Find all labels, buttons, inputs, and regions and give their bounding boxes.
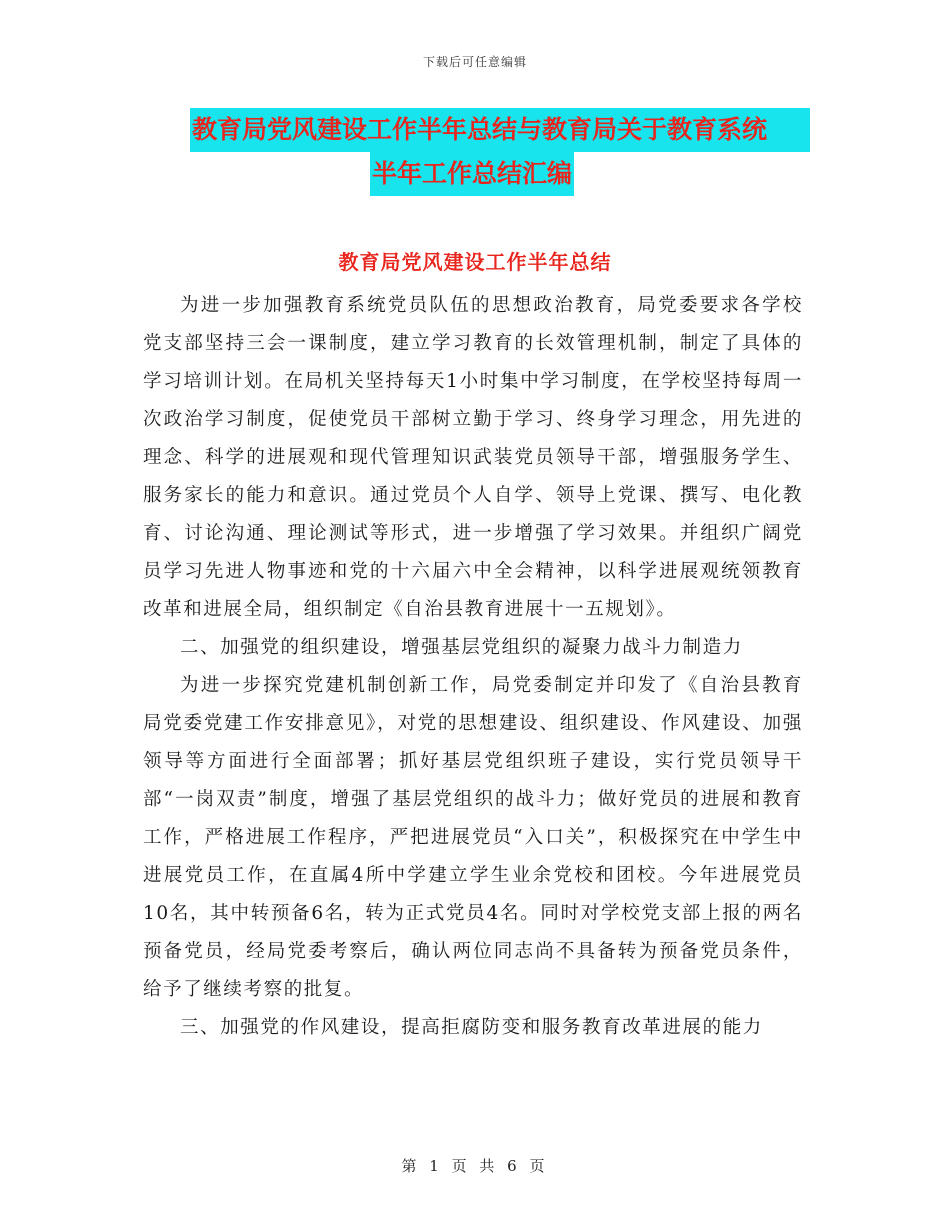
body-paragraph: 为进一步探究党建机制创新工作，局党委制定并印发了《自治县教育局党委党建工作安排意见》，对党的思想建设、组织建设、作风建设、加强领导等方面进行全面部署；抓好基层党组织班子建设，实行党员领导干部“一岗双责”制度，增强了基层党组织的战斗力；做好党员的进展和教育工作，严格进展工作程序，严把进展党员“入口关”，积极探究在中学生中进展党员工作，在直属4所中学建立学生业余党校和团校。今年进展党员10名，其中转预备6名，转为正式党员4名。同时对学校党支部上报的两名预备党员，经局党委考察后，确认两位同志尚不具备转为预备党员条件，给予了继续考察的批复。 [143,675,803,1000]
document-body [143,287,803,1047]
section-title: 教育局党风建设工作半年总结 [338,250,612,274]
document-title-line-1: 教育局党风建设工作半年总结与教育局关于教育系统 [190,108,810,152]
page-header-note: 下载后可任意编辑 [422,55,527,69]
section-heading-paragraph: 三、加强党的作风建设，提高拒腐防变和服务教育改革进展的能力 [180,1017,763,1038]
page-number-footer: 第 1 页 共 6 页 [401,1157,549,1175]
body-paragraph: 为进一步加强教育系统党员队伍的思想政治教育，局党委要求各学校党支部坚持三会一课制度，建立学习教育的长效管理机制，制定了具体的学习培训计划。在局机关坚持每天1小时集中学习制度，在学校坚持每周一次政治学习制度，促使党员干部树立勤于学习、终身学习理念，用先进的理念、科学的进展观和现代管理知识武装党员领导干部，增强服务学生、服务家长的能力和意识。通过党员个人自学、领导上党课、撰写、电化教育、讨论沟通、理论测试等形式，进一步增强了学习效果。并组织广阔党员学习先进人物事迹和党的十六届六中全会精神，以科学进展观统领教育改革和进展全局，组织制定《自治县教育进展十一五规划》。 [143,295,803,620]
document-title [190,108,810,196]
document-title-line-2: 半年工作总结汇编 [370,152,574,196]
section-heading-paragraph: 二、加强党的组织建设，增强基层党组织的凝聚力战斗力制造力 [180,637,743,658]
